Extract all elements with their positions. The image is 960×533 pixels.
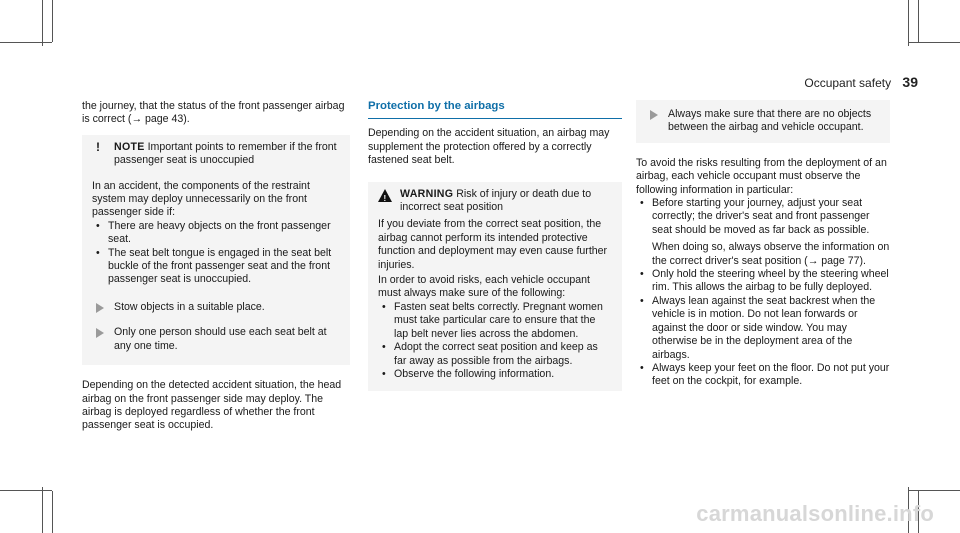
list-item: • Always keep your feet on the floor. Do not put your feet on the cockpit, for example.: [636, 362, 890, 389]
action-item: [92, 301, 340, 314]
list-item: • Fasten seat belts correctly. Pregnant women must take particular care to ensure that the lap belt never lies across the abdomen.: [378, 301, 612, 341]
crop-mark: [0, 42, 52, 43]
note-title: Important points to remember if the front passenger seat is unoccupied: [114, 140, 337, 167]
watermark: carmanualsonline.info: [696, 501, 934, 526]
warning-p1: If you deviate from the correct seat position, the airbag cannot perform its intended protective function and deployment may even cause further injuries.: [378, 218, 608, 271]
warning-box: [368, 182, 622, 392]
intro-paragraph[interactable]: the journey, that the status of the front passenger airbag is correct (→ page 43).: [82, 100, 345, 126]
col3-bullets: [636, 197, 890, 389]
list-item: • Observe the following information.: [378, 368, 612, 381]
action-box: [636, 100, 890, 143]
warning-bullets: [378, 301, 612, 381]
page-header: [804, 74, 918, 90]
action-arrow-icon: [650, 110, 658, 120]
action-text: Only one person should use each seat belt at any one time.: [114, 326, 327, 352]
warning-p2: In order to avoid risks, each vehicle occupant must always make sure of the following:: [378, 274, 590, 300]
section-title: Occupant safety: [804, 76, 892, 90]
crop-mark: [908, 490, 960, 491]
exclamation-icon: !: [96, 139, 100, 154]
crop-mark: [908, 0, 909, 46]
column-2: [368, 100, 622, 391]
list-item: • Only hold the steering wheel by the steering wheel rim. This allows the airbag to be fully deployed.: [636, 268, 890, 295]
action-text: Stow objects in a suitable place.: [114, 300, 265, 313]
action-item: [646, 108, 880, 135]
crop-mark: [908, 42, 960, 43]
page-number: 39: [902, 74, 918, 90]
column-1: [82, 100, 350, 433]
section-intro: Depending on the accident situation, an airbag may supplement the protection offered by a correctly fastened seat belt.: [368, 127, 610, 167]
action-arrow-icon: [96, 328, 104, 338]
list-item: • The seat belt tongue is engaged in the seat belt buckle of the front passenger seat and the front passenger seat is unoccupied.: [92, 247, 340, 287]
warning-title: Risk of injury or death due to incorrect seat position: [400, 187, 592, 214]
crop-mark: [52, 0, 53, 42]
list-item: • Always lean against the seat backrest when the vehicle is in motion. Do not lean forwards or against the door or side window. You may otherwise be in the deployment area of the airbags.: [636, 295, 890, 362]
crop-mark: [918, 0, 919, 42]
crop-mark: [42, 0, 43, 46]
section-heading: Protection by the airbags: [368, 100, 505, 112]
note-body: In an accident, the components of the restraint system may deploy unnecessarily on the front passenger side if:: [92, 179, 310, 219]
outro-paragraph: Depending on the detected accident situation, the head airbag on the front passenger side may deploy. The airbag is deployed regardless of whether the front passenger seat is occupied.: [82, 379, 342, 432]
crop-mark: [42, 487, 43, 533]
list-item: • Adopt the correct seat position and keep as far away as possible from the airbags.: [378, 341, 612, 368]
note-label: NOTE: [114, 140, 145, 153]
action-text: Always make sure that there are no objects between the airbag and vehicle occupant.: [668, 108, 872, 134]
crop-mark: [52, 491, 53, 533]
warning-label: WARNING: [400, 187, 454, 200]
list-item: • There are heavy objects on the front passenger seat.: [92, 220, 340, 247]
heading-rule: [368, 118, 622, 119]
list-item: [636, 197, 890, 268]
col3-intro: To avoid the risks resulting from the deployment of an airbag, each vehicle occupant must observe the following information in particular:: [636, 156, 887, 196]
list-item-text: Before starting your journey, adjust your seat correctly; the driver's seat and front passenger seat should be moved as far back as possible.: [652, 197, 870, 236]
column-3: [636, 100, 890, 389]
action-arrow-icon: [96, 303, 104, 313]
note-bullets: [92, 220, 340, 287]
note-box: [82, 135, 350, 365]
warning-icon: !: [378, 189, 392, 202]
list-subparagraph[interactable]: When doing so, always observe the information on the correct driver's seat position (→ page 77).: [652, 241, 890, 267]
crop-mark: [0, 490, 52, 491]
action-item: [92, 326, 340, 353]
